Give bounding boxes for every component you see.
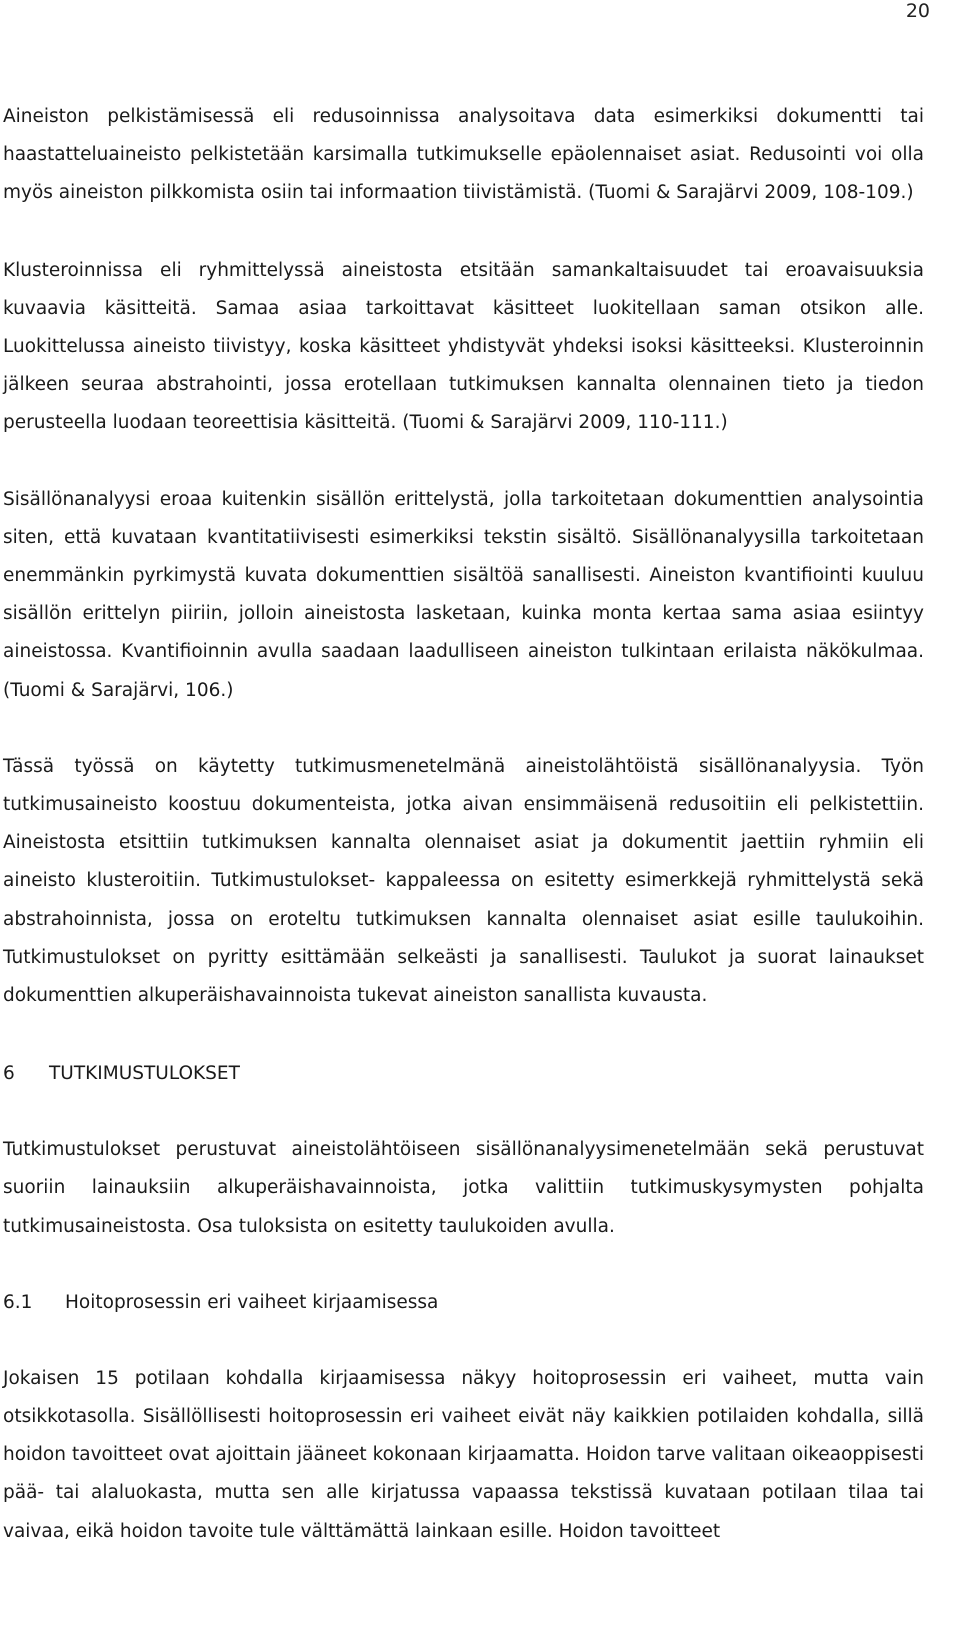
paragraph-method: Tässä työssä on käytetty tutkimusmenetelmänä aineistolähtöistä sisällönanalyysia. Työn tutkimusaineisto koostuu dokumenteista, jotka aivan ensimmäisenä redusoitiin eli pelkistettiin. Aineistosta etsittiin tutkimuksen kannalta olennaiset asiat ja dokumentit jaettiin ryhmiin eli aineisto klusteroitiin. Tutkimustulokset- kappaleessa on esitetty esimerkkejä ryhmittelystä sekä abstrahoinnista, jossa on eroteltu tutkimuksen kannalta olennaiset asiat esille taulukoihin. Tutkimustulokset on pyritty esittämään selkeästi ja sanallisesti. Taulukot ja suorat lainaukset dokumenttien alkuperäishavainnoista tukevat aineiston sanallista kuvausta. [3,755,924,1007]
subsection-heading-6-1 [3,1284,924,1322]
paragraph-reduction: Aineiston pelkistämisessä eli redusoinnissa analysoitava data esimerkiksi dokumentti tai haastatteluaineisto pelkistetään karsimalla tutkimukselle epäolennaiset asiat. Redusointi voi olla myös aineiston pilkkomista osiin tai informaation tiivistämistä. (Tuomi & Sarajärvi 2009, 108-109.) [3,106,924,204]
paragraph-clustering: Klusteroinnissa eli ryhmittelyssä aineistosta etsitään samankaltaisuudet tai eroavaisuuksia kuvaavia käsitteitä. Samaa asiaa tarkoittavat käsitteet luokitellaan saman otsikon alle. Luokittelussa aineisto tiivistyy, koska käsitteet yhdistyvät yhdeksi isoksi käsitteeksi. Klusteroinnin jälkeen seuraa abstrahointi, jossa erotellaan tutkimuksen kannalta olennainen tieto ja tiedon perusteella luodaan teoreettisia käsitteitä. (Tuomi & Sarajärvi 2009, 110-111.) [3,259,924,434]
section-heading-6 [3,1055,924,1093]
section-title: TUTKIMUSTULOKSET [49,1063,240,1085]
page-content [3,98,924,1551]
subsection-number: 6.1 [3,1291,33,1313]
subsection-title: Hoitoprosessin eri vaiheet kirjaamisessa [65,1291,439,1313]
section-number: 6 [3,1063,15,1085]
paragraph-content-analysis: Sisällönanalyysi eroaa kuitenkin sisällön erittelystä, jolla tarkoitetaan dokumenttien analysointia siten, että kuvataan kvantitatiivisesti esimerkiksi tekstin sisältö. Sisällönanalyysilla tarkoitetaan enemmänkin pyrkimystä kuvata dokumenttien sisältöä sanallisesti. Aineiston kvantifiointi kuuluu sisällön erittelyn piiriin, jolloin aineistosta lasketaan, kuinka monta kertaa sama asiaa esiintyy aineistossa. Kvantifioinnin avulla saadaan laadulliseen aineiston tulkintaan erilaista näkökulmaa. (Tuomi & Sarajärvi, 106.) [3,488,924,701]
paragraph-care-process: Jokaisen 15 potilaan kohdalla kirjaamisessa näkyy hoitoprosessin eri vaiheet, mutta vain otsikkotasolla. Sisällöllisesti hoitoprosessin eri vaiheet eivät näy kaikkien potilaiden kohdalla, sillä hoidon tavoitteet ovat ajoittain jääneet kokonaan kirjaamatta. Hoidon tarve valitaan oikeaoppisesti pää- tai alaluokasta, mutta sen alle kirjatussa vapaassa tekstissä kuvataan potilaan tilaa tai vaivaa, eikä hoidon tavoite tule välttämättä lainkaan esille. Hoidon tavoitteet [3,1367,924,1542]
paragraph-results-intro: Tutkimustulokset perustuvat aineistolähtöiseen sisällönanalyysimenetelmään sekä perustuvat suoriin lainauksiin alkuperäishavainnoista, jotka valittiin tutkimuskysymysten pohjalta tutkimusaineistosta. Osa tuloksista on esitetty taulukoiden avulla. [3,1139,924,1237]
page-number: 20 [905,0,930,22]
